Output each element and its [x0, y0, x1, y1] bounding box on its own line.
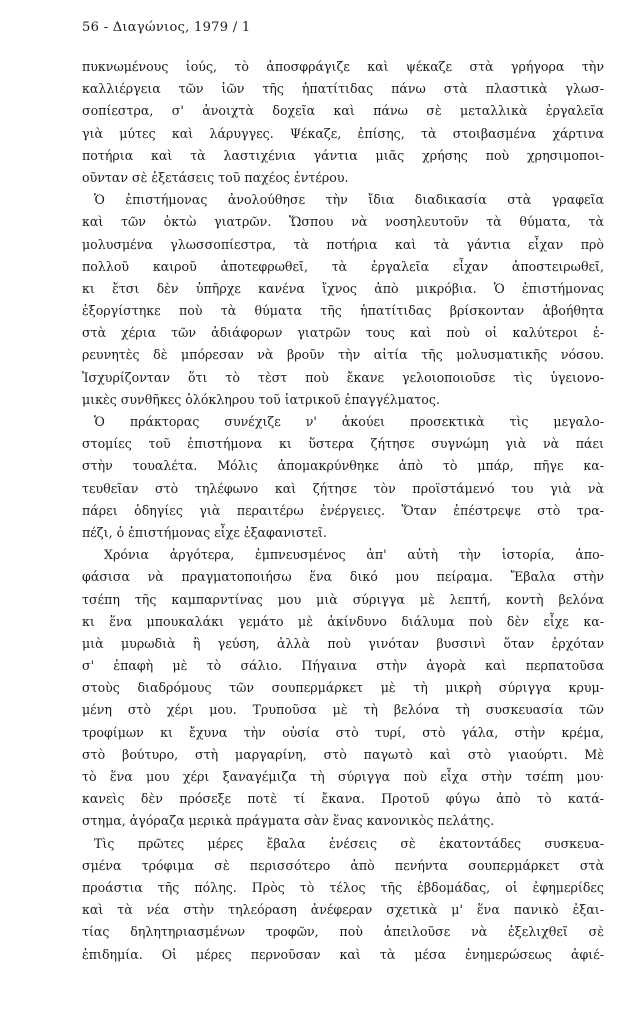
text-line: καὶ τὰ νέα στὴν τηλεόραση ἀνέφεραν σχετικὰ μ' ἕνα πανικὸ ἐξαι- [82, 902, 604, 918]
text-line: ποτήρια καὶ τὰ λαστιχένια γάντια μιᾶς χρήσης ποὺ χρησιμοποι- [82, 147, 604, 163]
text-line: μικὲς συνθῆκες ὁλόκληρου τοῦ ἰατρικοῦ ἐπαγγέλματος. [82, 391, 440, 407]
text-line: πολλοῦ καιροῦ ἀποτεφρωθεῖ, τὰ ἐργαλεῖα εἶχαν ἀποστειρωθεῖ, [82, 258, 604, 274]
text-line: τὸ ἕνα μου χέρι ξαναγέμιζα τὴ σύριγγα ποὺ εἶχα στὴν τσέπη μου· [82, 769, 604, 784]
text-line: κανεὶς δὲν πρόσεξε ποτὲ τί ἔκανα. Προτοῦ φύγω ἀπὸ τὸ κατά- [82, 791, 604, 807]
text-line: στὴν τουαλέτα. Μόλις ἀπομακρύνθηκε ἀπὸ τὸ μπάρ, πῆγε κα- [82, 458, 604, 474]
text-line: στοὺς διαδρόμους τῶν σουπερμάρκετ μὲ τὴ μικρὴ σύριγγα κρυμ- [82, 680, 604, 696]
text-line: καλλιέργεια τῶν ἰῶν τῆς ἡπατίτιδας πάνω στὰ πλαστικὰ γλωσ- [82, 81, 604, 97]
page-header [82, 20, 604, 42]
text-line: ἐξοργίστηκε ποὺ τὰ θύματα τῆς ἡπατίτιδας βρίσκονταν ἀβοήθητα [82, 303, 604, 319]
text-line: σμένα τρόφιμα σὲ περισσότερο ἀπὸ πενήντα σουπερμάρκετ στὰ [82, 857, 604, 873]
text-line: στὸ βούτυρο, στὴ μαργαρίνη, στὸ παγωτὸ καὶ στὸ γιαούρτι. Μὲ [82, 746, 604, 762]
page-number: 56 [82, 20, 100, 35]
text-line: πάρει ὁδηγίες γιὰ περαιτέρω ἐνέργειες. Ὅταν ἐπέστρεψε στὸ τρα- [82, 502, 604, 518]
text-line: μιὰ μυρωδιὰ ἢ γεύση, ἀλλὰ ποὺ γινόταν βυσσινὶ ὅταν ἐρχόταν [82, 635, 604, 651]
text-line: Τὶς πρῶτες μέρες ἔβαλα ἐνέσεις σὲ ἑκατοντάδες συσκευα- [94, 835, 604, 851]
text-line: τσέπη τῆς καμπαρντίνας μου μιὰ σύριγγα μὲ λεπτή, κοντὴ βελόνα [82, 591, 604, 607]
text-line: Ὁ πράκτορας συνέχιζε ν' ἀκούει προσεκτικὰ τὶς μεγαλο- [94, 414, 604, 429]
text-line: τίας δηλητηριασμένων τροφῶν, ποὺ ἀπειλοῦσε νὰ ἐξελιχθεῖ σὲ [82, 924, 604, 940]
text-line: κι ἔτσι δὲν ὑπῆρχε κανένα ἴχνος ἀπὸ μικρόβια. Ὁ ἐπιστήμονας [82, 280, 604, 296]
text-line: σ' ἐπαφὴ μὲ τὸ σάλιο. Πήγαινα στὴν ἀγορὰ καὶ περπατοῦσα [82, 658, 604, 674]
text-line: στομίες τοῦ ἐπιστήμονα κι ὕστερα ζήτησε συγνώμη γιὰ νὰ πάει [82, 436, 604, 452]
text-line: τροφίμων κι ἔχυνα τὴν οὐσία στὸ τυρί, στὸ γάλα, στὴν κρέμα, [82, 724, 604, 740]
text-line: Χρόνια ἀργότερα, ἐμπνευσμένος ἀπ' αὐτὴ τὴν ἱστορία, ἀπο- [104, 547, 604, 563]
text-line: γιὰ μύτες καὶ λάρυγγες. Ψέκαζε, ἐπίσης, τὰ στοιβασμένα χάρτινα [82, 125, 604, 141]
text-line: φάσισα νὰ πραγματοποιήσω ἕνα δικό μου πείραμα. Ἔβαλα στὴν [82, 569, 604, 585]
book-page [82, 20, 604, 966]
text-line: κι ἕνα μπουκαλάκι γεμάτο μὲ ἀκίνδυνο διάλυμα ποὺ δὲν εἶχε κα- [82, 613, 604, 629]
text-line: στημα, ἀγόραζα μερικὰ πράγματα σὰν ἕνας κανονικὸς πελάτης. [82, 813, 495, 829]
text-line: προάστια τῆς πόλης. Πρὸς τὸ τέλος τῆς ἑβδομάδας, οἱ ἐφημερίδες [82, 879, 604, 895]
text-line: Ἰσχυρίζονταν ὅτι τὸ τὲστ ποὺ ἔκανε γελοιοποιοῦσε τὶς ὑγειονο- [82, 369, 604, 385]
text-line: τευθεῖαν στὸ τηλέφωνο καὶ ζήτησε τὸν προϊστάμενό του γιὰ νὰ [82, 480, 604, 496]
text-line: πυκνωμένους ἰούς, τὸ ἀποσφράγιζε καὶ ψέκαζε στὰ γρήγορα τὴν [82, 59, 604, 74]
text-line: στὰ χέρια τῶν ἀδιάφορων γιατρῶν τους καὶ ποὺ οἱ καλύτεροι ἐ- [82, 325, 604, 341]
text-line: Ὁ ἐπιστήμονας ἀνολούθησε τὴν ἴδια διαδικασία στὰ γραφεῖα [94, 192, 604, 208]
text-line: μολυσμένα γλωσσοπίεστρα, τὰ ποτήρια καὶ τὰ γάντια εἶχαν πρὸ [82, 236, 604, 252]
text-line: μένη στὸ χέρι μου. Τρυποῦσα μὲ τὴ βελόνα τὴ συσκευασία τῶν [82, 702, 604, 718]
text-line: καὶ τῶν ὀκτὼ γιατρῶν. Ὥσπου νὰ νοσηλευτοῦν τὰ θύματα, τὰ [82, 214, 604, 230]
text-line: σοπίεστρα, σ' ἀνοιχτὰ δοχεῖα καὶ πάνω σὲ μεταλλικὰ ἐργαλεῖα [82, 103, 604, 119]
running-head: - Διαγώνιος, 1979 / 1 [103, 20, 251, 35]
text-line: ρευνητὲς δὲ μπόρεσαν νὰ βροῦν τὴν αἰτία τῆς μολυσματικῆς νόσου. [82, 347, 604, 363]
text-line: ἐπιδημία. Οἱ μέρες περνοῦσαν καὶ τὰ μέσα ἐνημερώσεως ἀφιέ- [82, 946, 604, 962]
body-text [82, 56, 604, 966]
text-line: πέζι, ὁ ἐπιστήμονας εἶχε ἐξαφανιστεῖ. [82, 524, 327, 540]
text-line: οῦνταν σὲ ἐξετάσεις τοῦ παχέος ἐντέρου. [82, 169, 349, 185]
